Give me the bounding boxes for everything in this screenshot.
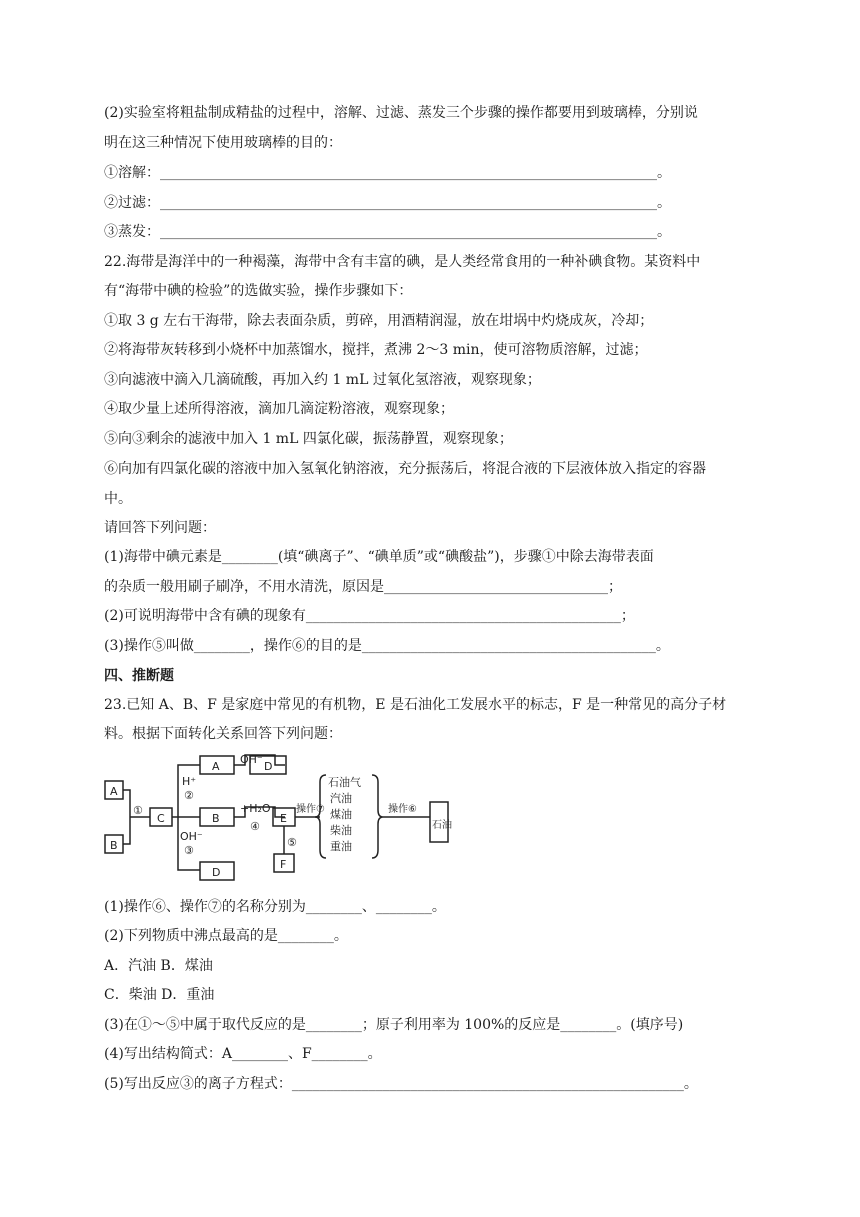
- option-a-b: A．汽油 B．煤油: [104, 958, 213, 974]
- question-23-intro-line1: 23.已知 A、B、F 是家庭中常见的有机物，E 是石油化工发展水平的标志，F 是一种常见的高分子材: [104, 697, 727, 713]
- answer-line-dissolve: ①溶解：_______________________________________________________________________。: [104, 165, 671, 181]
- left-brace: [315, 775, 326, 858]
- fraction-diesel: 柴油: [330, 824, 352, 837]
- question-23-3: (3)在①～⑤中属于取代反应的是________；原子利用率为 100%的反应是________。(填序号): [104, 1017, 684, 1033]
- question-22-step-4: ④取少量上述所得溶液，滴加几滴淀粉溶液，观察现象；: [104, 401, 454, 417]
- right-brace: [372, 775, 383, 858]
- question-23-intro-line2: 料。根据下面转化关系回答下列问题：: [104, 726, 342, 742]
- question-22-1-line2: 的杂质一般用刷子刷净，不用水清洗，原因是________________________________；: [104, 579, 622, 595]
- step-1-label: ①: [133, 804, 143, 817]
- fraction-gasoline: 汽油: [330, 792, 352, 805]
- question-22-step-5: ⑤向③剩余的滤液中加入 1 mL 四氯化碳，振荡静置，观察现象；: [104, 431, 513, 447]
- question-22-1-line1: (1)海带中碘元素是________(填“碘离子”、“碘单质”或“碘酸盐”)，步骤①中除去海带表面: [104, 549, 654, 565]
- section-heading: 四、推断题: [104, 668, 174, 684]
- label-c: C: [157, 812, 165, 825]
- question-23-2: (2)下列物质中沸点最高的是________。: [104, 928, 348, 944]
- question-22-intro-line2: 有“海带中碘的检验”的选做实验，操作步骤如下：: [104, 283, 413, 299]
- option-c-d: C．柴油 D．重油: [104, 987, 215, 1003]
- step-3-label: ③: [184, 844, 194, 857]
- label-b-mid: B: [212, 812, 220, 825]
- conversion-diagram: [100, 750, 460, 886]
- fraction-kerosene: 煤油: [330, 808, 352, 821]
- label-b-left: B: [110, 839, 118, 852]
- label-d-top: D: [264, 760, 273, 773]
- question-22-prompt: 请回答下列问题：: [104, 520, 216, 536]
- question-23-5: (5)写出反应③的离子方程式：________________________________________________________。: [104, 1076, 698, 1092]
- question-22-3: (3)操作⑤叫做________，操作⑥的目的是__________________________________________。: [104, 638, 670, 654]
- label-e: E: [280, 812, 287, 825]
- answer-line-filter: ②过滤：_______________________________________________________________________。: [104, 195, 671, 211]
- merge-arrow: [123, 790, 150, 844]
- fraction-heavy-oil: 重油: [330, 840, 352, 853]
- question-22-2: (2)可说明海带中含有碘的现象有_____________________________________________；: [104, 608, 635, 624]
- label-a-left: A: [110, 785, 118, 798]
- label-oh-minus-left: OH⁻: [180, 830, 203, 843]
- label-f: F: [280, 858, 287, 871]
- label-h2o: +H₂O: [240, 802, 271, 815]
- question-22-step-6-line1: ⑥向加有四氯化碳的溶液中加入氢氧化钠溶液，充分振荡后，将混合液的下层液体放入指定的容器: [104, 461, 706, 477]
- question-22-intro-line1: 22.海带是海洋中的一种褐藻，海带中含有丰富的碘，是人类经常食用的一种补碘食物。某资料中: [104, 254, 701, 270]
- fraction-petroleum-gas: 石油气: [328, 776, 361, 789]
- question-22-step-2: ②将海带灰转移到小烧杯中加蒸馏水，搅拌，煮沸 2～3 min，使可溶物质溶解，过滤；: [104, 342, 648, 358]
- label-d-bottom: D: [212, 866, 221, 879]
- step-4-label: ④: [250, 820, 260, 833]
- answer-line-evaporate: ③蒸发：_______________________________________________________________________。: [104, 224, 671, 240]
- question-22-step-1: ①取 3 g 左右干海带，除去表面杂质，剪碎，用酒精润湿，放在坩埚中灼烧成灰，冷却；: [104, 313, 654, 329]
- operation-6-label: 操作⑥: [388, 804, 417, 815]
- question-22-step-6-line2: 中。: [104, 491, 132, 507]
- question-22-step-3: ③向滤液中滴入几滴硫酸，再加入约 1 mL 过氧化氢溶液，观察现象；: [104, 372, 541, 388]
- label-oh-minus-top: OH⁻: [240, 753, 263, 766]
- label-petroleum: 石油: [432, 820, 452, 831]
- question-23-4: (4)写出结构简式：A________、F________。: [104, 1046, 382, 1062]
- label-h-plus: H⁺: [182, 775, 197, 788]
- step-2-label: ②: [184, 789, 194, 802]
- question-23-1: (1)操作⑥、操作⑦的名称分别为________、________。: [104, 899, 446, 915]
- label-a-top: A: [212, 760, 220, 773]
- question-21-2-line1: (2)实验室将粗盐制成精盐的过程中，溶解、过滤、蒸发三个步骤的操作都要用到玻璃棒，分别说: [104, 105, 698, 121]
- question-21-2-line2: 明在这三种情况下使用玻璃棒的目的：: [104, 135, 342, 151]
- step-5-label: ⑤: [287, 836, 297, 849]
- operation-7-label: 操作⑦: [296, 804, 325, 815]
